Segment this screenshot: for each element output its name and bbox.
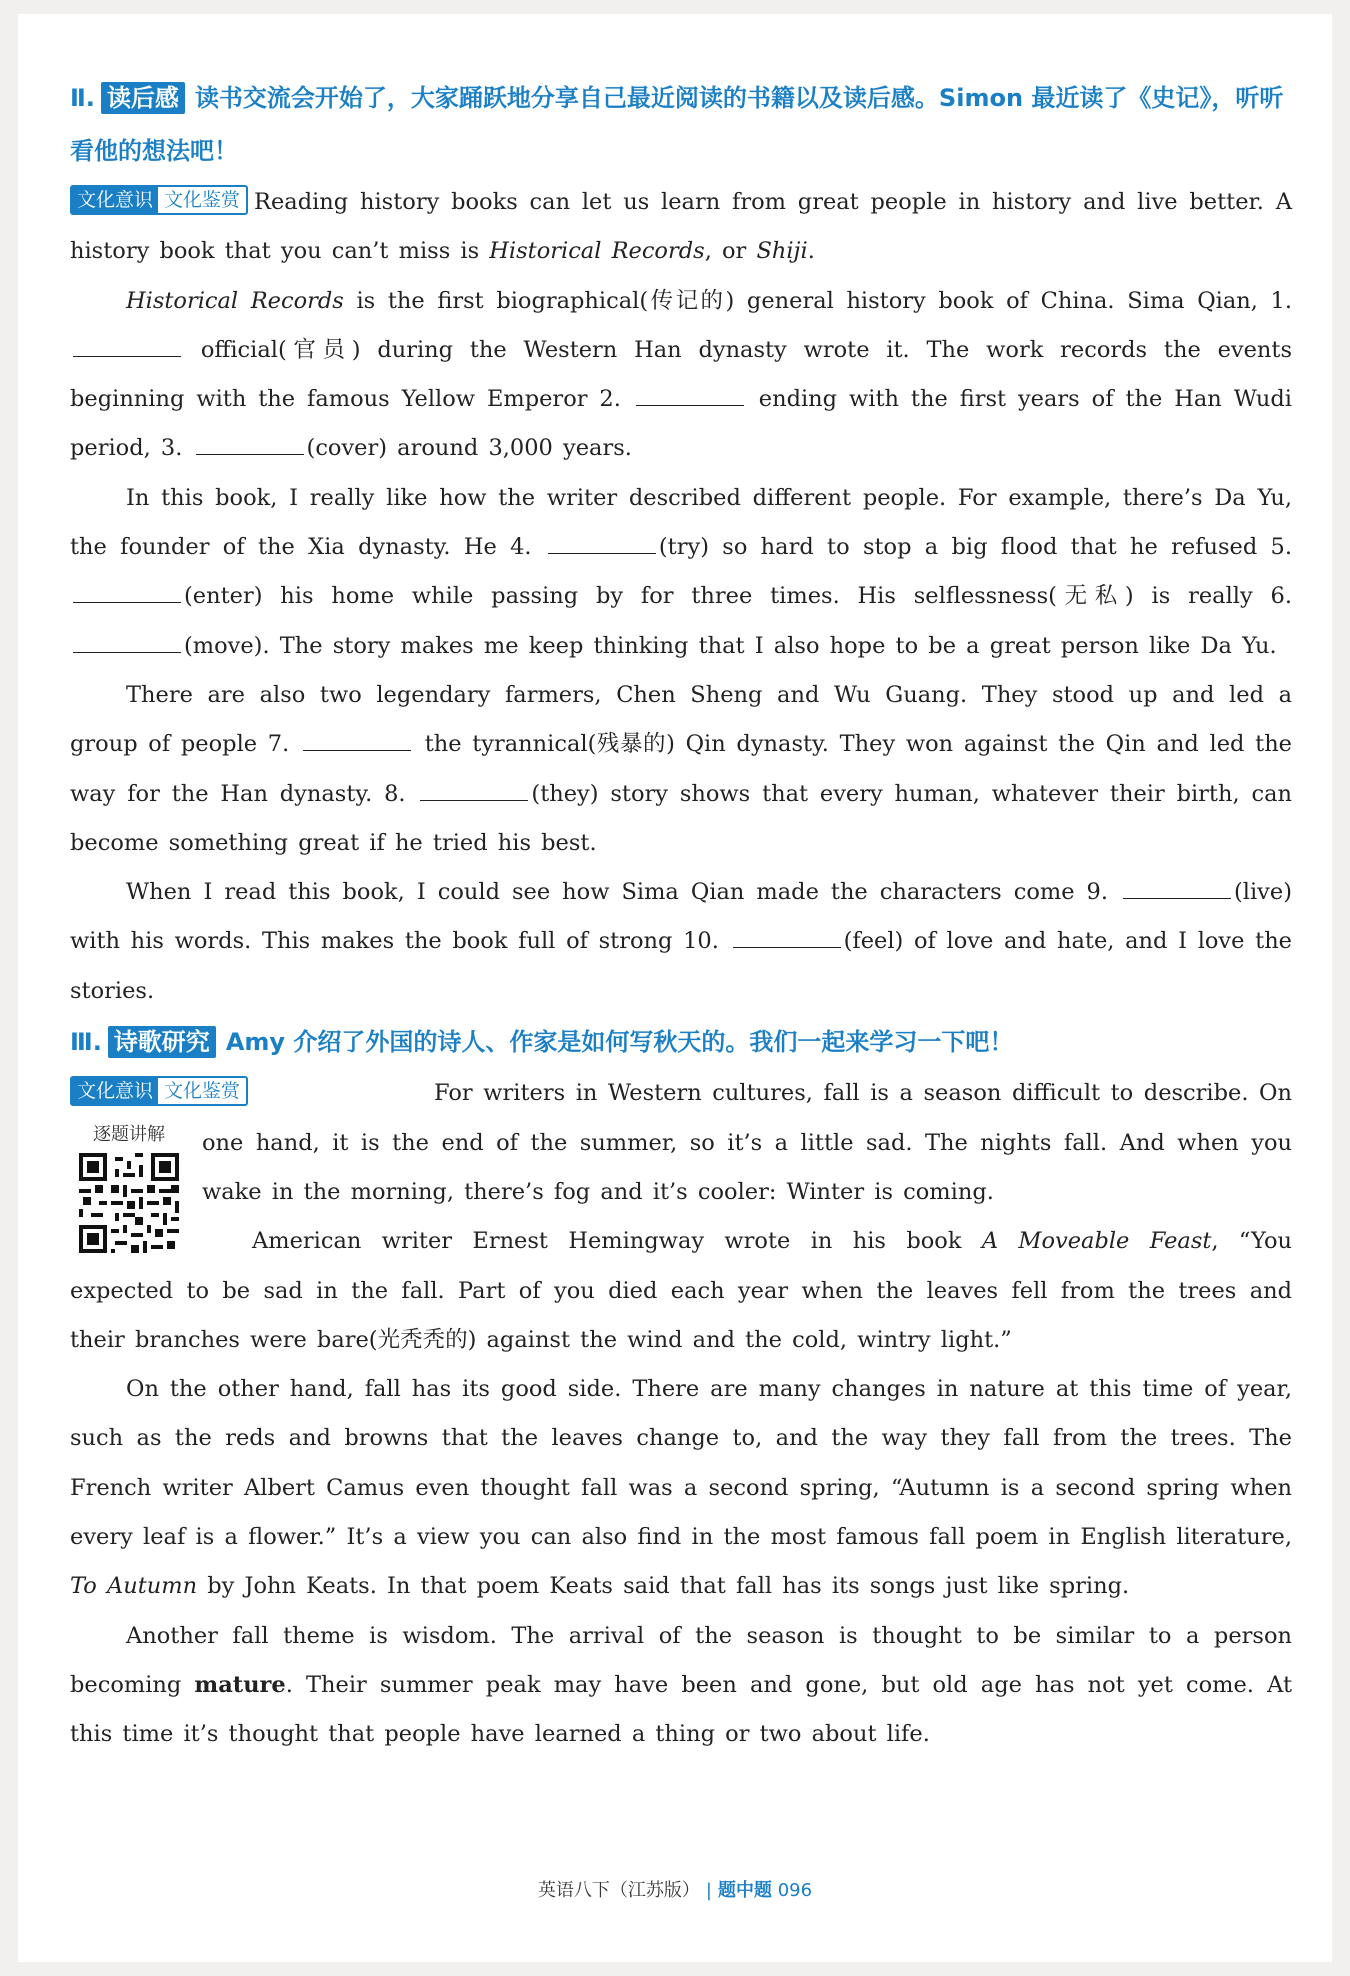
book-title: A Moveable Feast — [981, 1228, 1212, 1255]
text: , or — [704, 238, 757, 265]
section3-number: Ⅲ. — [70, 1028, 102, 1057]
section2-tag: 读后感 — [101, 82, 185, 114]
text: (enter) his home while passing by for three times. His selflessness(无私) is really 6. — [184, 583, 1292, 610]
text: ending with the first years of the Han Wudi period, 3. — [70, 386, 1292, 462]
text: In this book, I really like how the writer described different people. For example, there’s Da Yu, the founder of the Xia dynasty. He 4. — [70, 484, 1292, 561]
text: (try) so hard to stop a big flood that he refused 5. — [658, 534, 1292, 561]
blank-1[interactable] — [73, 334, 181, 357]
footer-book: 英语八下（江苏版） — [537, 1880, 700, 1901]
poem-title: To Autumn — [70, 1573, 198, 1600]
section2-paragraph-1 — [70, 178, 1292, 277]
book-title: Historical Records — [489, 238, 705, 265]
book-title: Shiji — [756, 238, 808, 265]
text: Reading history books can let us learn from great people in history and live better. A history book that you can’t miss is — [70, 189, 1292, 265]
blank-3[interactable] — [196, 432, 304, 455]
section2-paragraph-2 — [70, 277, 1292, 474]
content — [70, 72, 1292, 1760]
text: official(官员) during the Western Han dynasty wrote it. The work records the events beginning with the famous Yellow Emperor 2. — [70, 336, 1292, 413]
blank-9[interactable] — [1123, 876, 1231, 899]
text: the tyrannical(残暴的) Qin dynasty. They won against the Qin and led the way for the Han dynasty. 8. — [70, 731, 1292, 807]
qr-label: 逐题讲解 — [93, 1124, 165, 1146]
blank-7[interactable] — [303, 728, 411, 751]
page — [18, 14, 1332, 1962]
keyword: mature — [194, 1671, 286, 1698]
culture-badge — [70, 1076, 248, 1106]
blank-10[interactable] — [733, 925, 841, 948]
badge-label-1: 文化意识 — [72, 1078, 158, 1104]
text: , “You expected to be sad in the fall. Part of you died each year when the leaves fell from the trees and their branches were bare(光秃秃的) against the wind and the cold, wintry light.” — [70, 1228, 1292, 1353]
badge-label-1: 文化意识 — [72, 187, 158, 213]
section2-heading — [70, 72, 1292, 178]
badge-label-2: 文化鉴赏 — [164, 1080, 241, 1103]
blank-2[interactable] — [636, 383, 744, 406]
section2-paragraph-4 — [70, 671, 1292, 868]
section2-number: Ⅱ. — [70, 84, 95, 112]
text: (cover) around 3,000 years. — [306, 435, 632, 462]
blank-6[interactable] — [73, 630, 181, 653]
text: American writer Ernest Hemingway wrote in his book — [252, 1228, 982, 1255]
text: by John Keats. In that poem Keats said that fall has its songs just like spring. — [197, 1573, 1130, 1600]
section2-title: 读书交流会开始了，大家踊跃地分享自己最近阅读的书籍以及读后感。Simon 最近读了《史记》，听听看他的想法吧！ — [70, 84, 1284, 165]
section3-paragraph-4 — [70, 1612, 1292, 1760]
text: (live) with his words. This makes the book full of strong 10. — [70, 879, 1292, 955]
section3-tag: 诗歌研究 — [108, 1026, 216, 1058]
text: On the other hand, fall has its good side. There are many changes in nature at this time of year, such as the reds and browns that the leaves change to, and the way they fall from the trees. The French writer Albert Camus even thought fall was a second spring, “Autumn is a second spring when every leaf is a flower.” It’s a view you can also find in the most famous fall poem in English literature, — [70, 1376, 1292, 1551]
qr-code-icon[interactable] — [79, 1153, 179, 1253]
text: (feel) of love and hate, and I love the stories. — [70, 928, 1292, 1004]
text: . Their summer peak may have been and gone, but old age has not yet come. At this time it’s thought that people have learned a thing or two about life. — [70, 1671, 1292, 1748]
section2-paragraph-3 — [70, 474, 1292, 671]
text: There are also two legendary farmers, Chen Sheng and Wu Guang. They stood up and led a group of people 7. — [70, 681, 1292, 758]
footer-separator: | — [705, 1880, 712, 1901]
text: When I read this book, I could see how Sima Qian made the characters come 9. — [126, 879, 1121, 906]
text: (they) story shows that every human, whatever their birth, can become something great if he tried his best. — [70, 780, 1292, 856]
text: For writers in Western cultures, fall is a season difficult to describe. On one hand, it is the end of the summer, so it’s a little sad. The nights fall. And when you wake in the morning, there’s fog and it’s cooler: Winter is coming. — [202, 1080, 1292, 1205]
badge-label-2: 文化鉴赏 — [164, 189, 241, 211]
qr-block[interactable] — [70, 1121, 188, 1253]
text: . — [807, 238, 815, 265]
page-footer — [18, 1876, 1332, 1902]
section3-heading — [70, 1016, 1292, 1069]
blank-5[interactable] — [73, 580, 181, 603]
text: (move). The story makes me keep thinking that I also hope to be a great person like Da Yu. — [184, 632, 1277, 659]
text: Another fall theme is wisdom. The arrival of the season is thought to be similar to a person becoming — [70, 1622, 1292, 1698]
footer-page-number: 096 — [777, 1880, 813, 1901]
book-title: Historical Records — [126, 287, 344, 314]
culture-badge — [70, 185, 248, 215]
blank-4[interactable] — [548, 531, 656, 554]
section3-paragraph-2 — [70, 1217, 1292, 1365]
footer-brand: 题中题 — [717, 1880, 772, 1901]
section3-paragraph-3 — [70, 1365, 1292, 1611]
text: is the first biographical(传记的) general history book of China. Sima Qian, 1. — [343, 287, 1292, 314]
section3-title: Amy 介绍了外国的诗人、作家是如何写秋天的。我们一起来学习一下吧！ — [225, 1028, 1014, 1057]
section2-paragraph-5 — [70, 868, 1292, 1016]
blank-8[interactable] — [420, 778, 528, 801]
